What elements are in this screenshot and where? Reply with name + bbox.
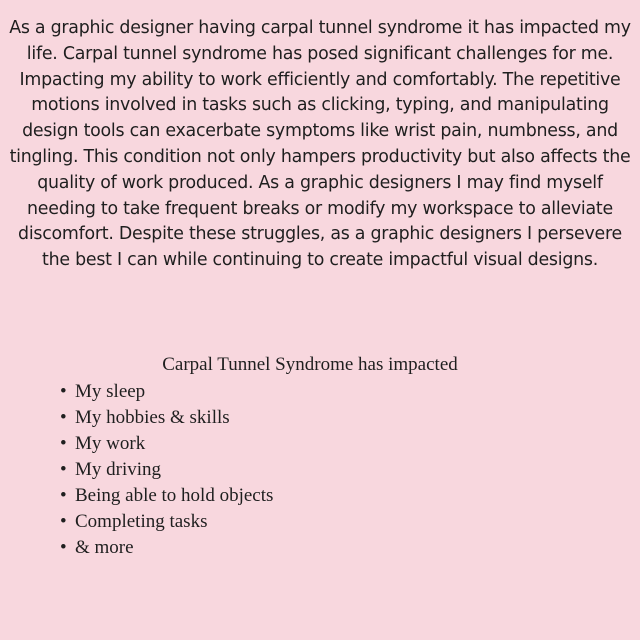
- list-item-label: My sleep: [75, 381, 146, 402]
- list-item: [60, 405, 273, 431]
- list-item: [60, 535, 273, 561]
- list-item-label: My work: [75, 433, 146, 454]
- list-item-label: Completing tasks: [75, 511, 208, 532]
- list-item: [60, 431, 273, 457]
- intro-paragraph: As a graphic designer having carpal tunnel syndrome it has impacted my life. Carpal tunnel syndrome has posed significant challenges for me. Impacting my ability to work efficiently and comfortably. The repetitive motions involved in tasks such as clicking, typing, and manipulating design tools can exacerbate symptoms like wrist pain, numbness, and tingling. This condition not only hampers productivity but also affects the quality of work produced. As a graphic designers I may find myself needing to take frequent breaks or modify my workspace to alleviate discomfort. Despite these struggles, as a graphic designers I persevere the best I can while continuing to create impactful visual designs.: [9, 18, 631, 271]
- list-item-label: Being able to hold objects: [75, 485, 274, 506]
- list-item-label: My driving: [75, 459, 162, 480]
- list-item: [60, 457, 273, 483]
- list-item: [60, 483, 273, 509]
- list-item-label: & more: [75, 537, 134, 558]
- list-item-label: My hobbies & skills: [75, 407, 230, 428]
- bullet-icon: •: [60, 459, 67, 480]
- bullet-icon: •: [60, 407, 67, 428]
- list-heading: Carpal Tunnel Syndrome has impacted: [162, 354, 458, 375]
- bullet-icon: •: [60, 381, 67, 402]
- bullet-icon: •: [60, 537, 67, 558]
- bullet-icon: •: [60, 433, 67, 454]
- impact-list: [60, 379, 273, 561]
- bullet-icon: •: [60, 485, 67, 506]
- bullet-icon: •: [60, 511, 67, 532]
- list-item: [60, 379, 273, 405]
- list-item: [60, 509, 273, 535]
